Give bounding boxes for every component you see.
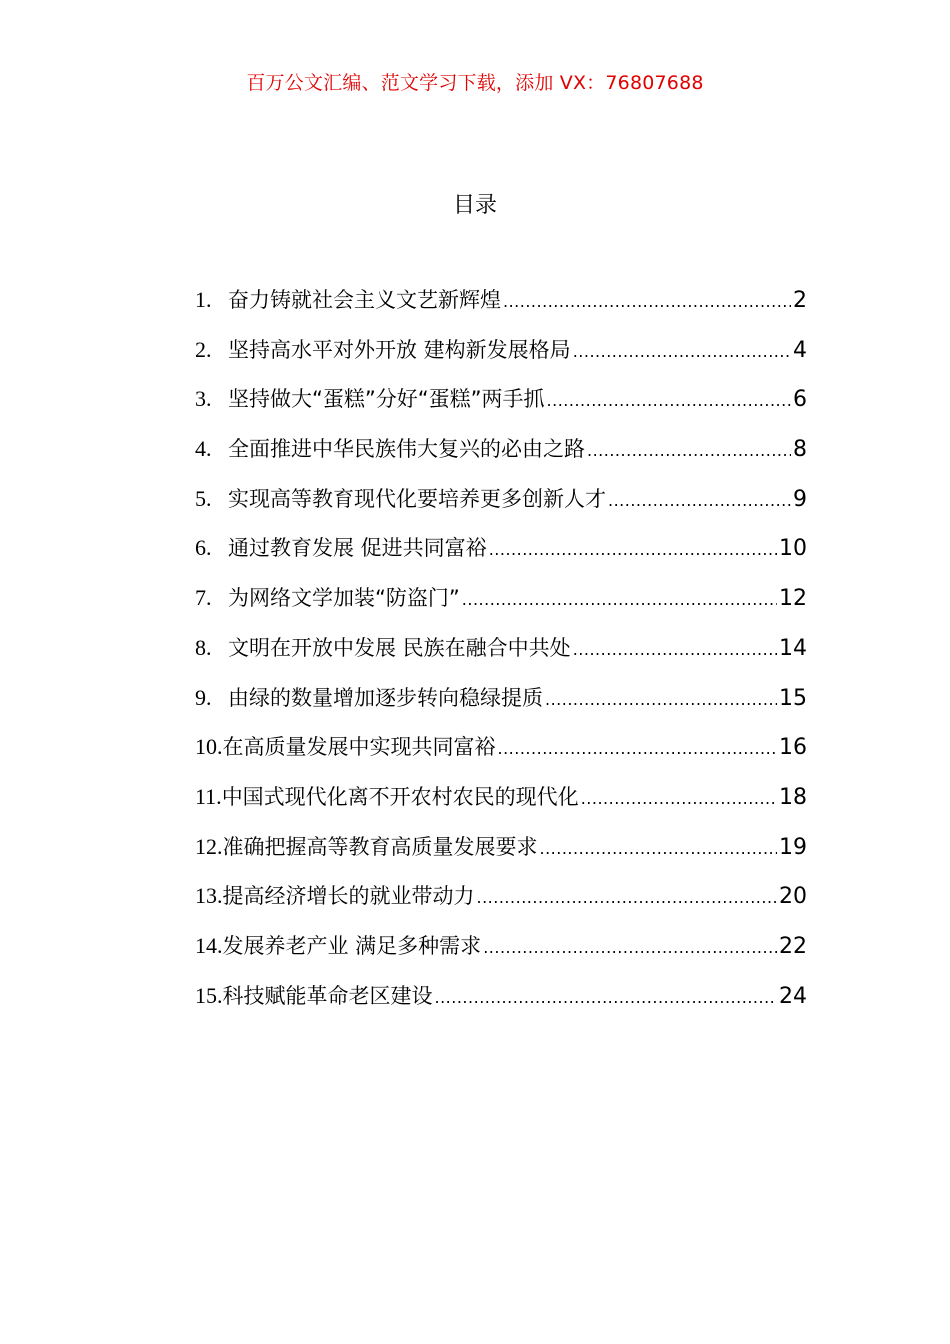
toc-dot-leader — [498, 739, 778, 758]
toc-dot-leader — [540, 839, 778, 858]
toc-entry-number: 8. — [195, 634, 212, 660]
toc-dot-leader — [503, 292, 791, 311]
toc-entry-number: 7. — [195, 585, 212, 611]
toc-entry-page: 8 — [793, 437, 807, 463]
toc-dot-leader — [587, 441, 791, 460]
toc-entry-title: 坚持做大“蛋糕”分好“蛋糕”两手抓 — [228, 387, 545, 412]
toc-entry-page: 4 — [793, 337, 807, 363]
toc-entry-page: 2 — [793, 288, 807, 313]
toc-entry-number: 10. — [195, 734, 223, 760]
toc-entry-page: 19 — [779, 834, 807, 860]
toc-dot-leader — [608, 491, 791, 510]
toc-entry[interactable] — [195, 632, 807, 682]
toc-entry-title: 准确把握高等教育高质量发展要求 — [222, 834, 538, 859]
toc-entry-number: 13. — [195, 883, 223, 909]
toc-dot-leader — [547, 391, 791, 410]
toc-entry-title: 通过教育发展 促进共同富裕 — [228, 536, 487, 561]
toc-entry-page: 18 — [779, 784, 807, 810]
toc-dot-leader — [581, 789, 777, 808]
toc-entry-page: 24 — [779, 983, 807, 1009]
toc-entry-number: 15. — [195, 982, 223, 1008]
toc-entry-number: 2. — [195, 336, 212, 362]
toc-entry-title: 中国式现代化离不开农村农民的现代化 — [221, 784, 579, 809]
toc-entry-title: 科技赋能革命老区建设 — [222, 983, 433, 1008]
toc-entry[interactable] — [195, 334, 807, 384]
toc-entry-page: 16 — [779, 735, 807, 761]
toc-entry-title: 由绿的数量增加逐步转向稳绿提质 — [228, 685, 543, 710]
toc-entry-number: 1. — [195, 287, 212, 312]
toc-entry[interactable] — [195, 781, 807, 831]
toc-entry-title: 为网络文学加装“防盗门” — [228, 586, 460, 611]
toc-entry-number: 14. — [195, 932, 223, 958]
toc-entry-title: 坚持高水平对外开放 建构新发展格局 — [228, 337, 571, 362]
toc-entry-number: 6. — [195, 535, 212, 561]
toc-entry[interactable] — [195, 284, 807, 334]
header-banner: 百万公文汇编、范文学习下载，添加 VX：76807688 — [246, 72, 704, 94]
toc-entry[interactable] — [195, 483, 807, 533]
toc-entry-page: 9 — [793, 486, 807, 512]
toc-entry-title: 全面推进中华民族伟大复兴的必由之路 — [228, 437, 585, 462]
toc-entry-page: 20 — [779, 884, 807, 910]
toc-dot-leader — [477, 888, 778, 907]
toc-dot-leader — [489, 540, 777, 559]
toc-entry-page: 10 — [779, 536, 807, 562]
toc-entry-number: 9. — [195, 684, 212, 710]
toc-entry-number: 3. — [195, 386, 212, 412]
toc-dot-leader — [462, 590, 777, 609]
toc-entry[interactable] — [195, 682, 807, 732]
toc-entry[interactable] — [195, 831, 807, 881]
toc-entry-title: 发展养老产业 满足多种需求 — [222, 933, 482, 958]
toc-dot-leader — [483, 938, 777, 957]
toc-entry-page: 12 — [779, 586, 807, 612]
toc-entry-page: 14 — [779, 635, 807, 661]
toc-entry-title: 文明在开放中发展 民族在融合中共处 — [228, 635, 571, 660]
toc-entry[interactable] — [195, 980, 807, 1030]
toc-dot-leader — [435, 988, 778, 1007]
toc-entry-page: 6 — [793, 387, 807, 413]
toc-entry-number: 12. — [195, 833, 223, 859]
toc-entry[interactable] — [195, 582, 807, 632]
toc-entry-title: 实现高等教育现代化要培养更多创新人才 — [228, 486, 606, 511]
toc-entry-number: 4. — [195, 436, 212, 462]
toc-entry-title: 奋力铸就社会主义文艺新辉煌 — [228, 288, 501, 312]
toc-entry-number: 5. — [195, 485, 212, 511]
toc-entry[interactable] — [195, 383, 807, 433]
toc-entry[interactable] — [195, 532, 807, 582]
toc-title: 目录 — [452, 193, 497, 218]
toc-dot-leader — [545, 690, 777, 709]
toc-entry-number: 11. — [195, 783, 222, 809]
toc-entry[interactable] — [195, 433, 807, 483]
toc-entry[interactable] — [195, 880, 807, 930]
toc-entry-page: 15 — [779, 685, 807, 711]
toc-entry-title: 提高经济增长的就业带动力 — [222, 884, 475, 909]
toc-dot-leader — [573, 342, 791, 361]
toc-dot-leader — [573, 640, 777, 659]
toc-entry[interactable] — [195, 930, 807, 980]
toc-entry-title: 在高质量发展中实现共同富裕 — [222, 735, 496, 760]
table-of-contents — [195, 284, 807, 1029]
toc-entry-page: 22 — [779, 933, 807, 959]
toc-entry[interactable] — [195, 731, 807, 781]
